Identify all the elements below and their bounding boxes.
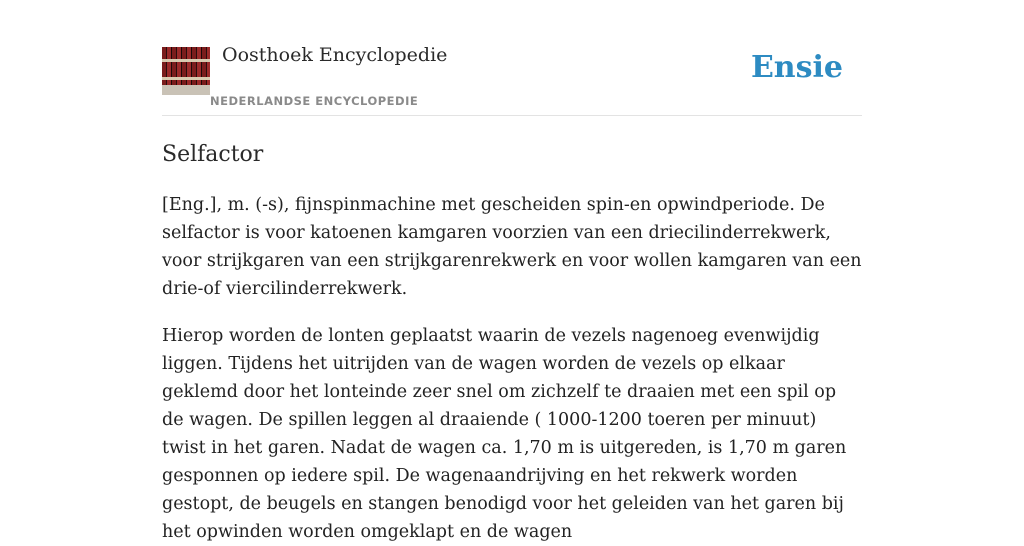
brand-logo-link[interactable]: Ensie bbox=[750, 50, 843, 85]
entry-title: Selfactor bbox=[162, 142, 264, 167]
page-container bbox=[162, 0, 862, 546]
source-subtitle: NEDERLANDSE ENCYCLOPEDIE bbox=[210, 94, 419, 108]
entry-paragraph: Hierop worden de lonten geplaatst waarin de vezels nagenoeg evenwijdig liggen. Tijdens het uitrijden van de wagen worden de vezels op elkaar geklemd door het lonteinde zeer snel om zichzelf te draaien met een spil op de wagen. De spillen leggen al draaiende ( 1000-1200 toeren per minuut) twist in het garen. Nadat de wagen ca. 1,70 m is uitgereden, is 1,70 m garen gesponnen op iedere spil. De wagenaandrijving en het rekwerk worden gestopt, de beugels en stangen benodigd voor het geleiden van het garen bij het opwinden worden omgeklapt en de wagen bbox=[162, 326, 847, 542]
source-title-link[interactable]: Oosthoek Encyclopedie bbox=[222, 44, 448, 66]
site-header bbox=[162, 0, 862, 116]
entry-body bbox=[162, 191, 862, 546]
encyclopedia-avatar[interactable] bbox=[162, 47, 210, 95]
entry-paragraph: [Eng.], m. (-s), fijnspinmachine met gescheiden spin-en opwindperiode. De selfactor is voor katoenen kamgaren voorzien van een driecilinderrekwerk, voor strijkgaren van een strijkgarenrekwerk en voor wollen kamgaren van een drie-of viercilinderrekwerk. bbox=[162, 195, 862, 299]
